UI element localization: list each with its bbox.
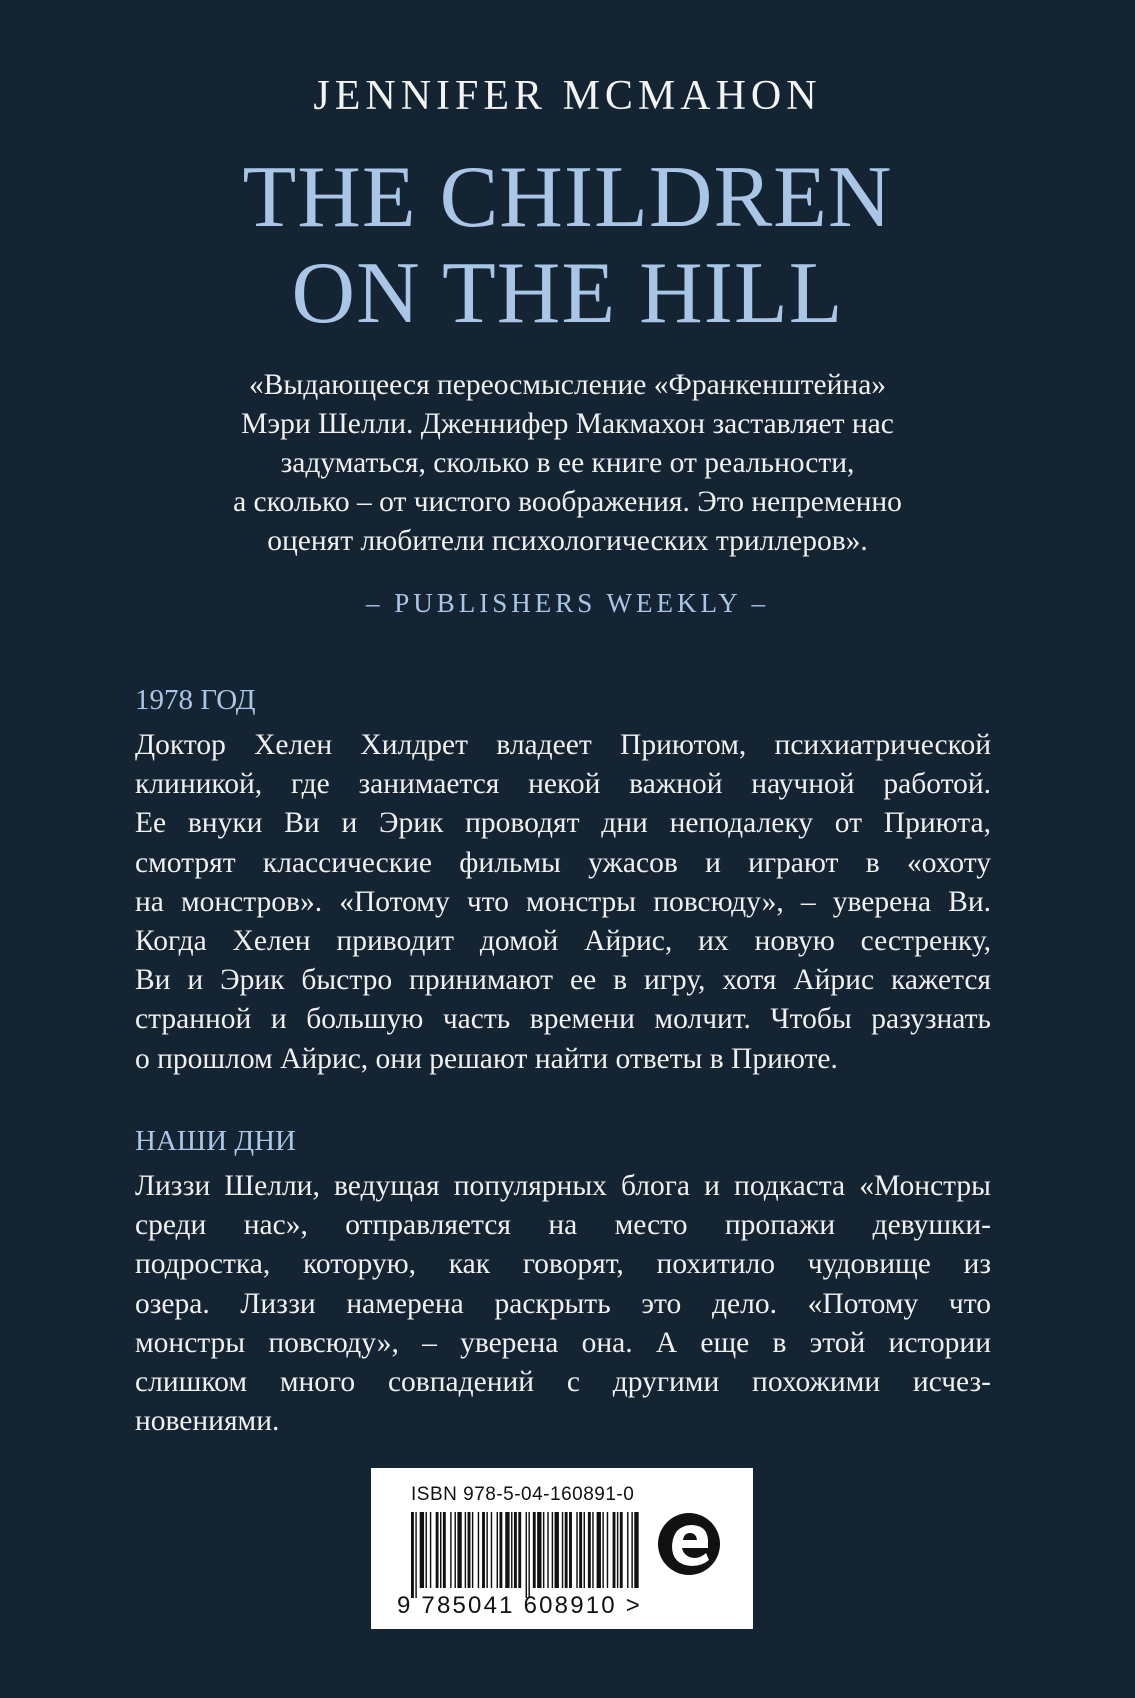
section-heading-present: НАШИ ДНИ xyxy=(135,1125,297,1157)
body-line: на монстров». «Потому что монстры повсюду», – уверена Ви. xyxy=(135,885,991,918)
body-line: Ви и Эрик быстро принимают ее в игру, хотя Айрис кажется xyxy=(135,964,991,997)
body-line: Лиззи Шелли, ведущая популярных блога и подкаста «Монстры xyxy=(135,1170,991,1202)
quote-line: Мэри Шелли. Дженнифер Макмахон заставляет нас xyxy=(241,408,894,440)
body-line: монстры повсюду», – уверена она. А еще в этой истории xyxy=(135,1326,991,1359)
section-body-1978 xyxy=(135,726,991,1079)
section-body-present xyxy=(135,1167,991,1441)
body-line: слишком много совпадений с другими похожими исчез- xyxy=(135,1366,991,1399)
body-line: Доктор Хелен Хилдрет владеет Приютом, психиатрической xyxy=(135,729,991,761)
quote-line: оценят любители психологических триллеров». xyxy=(267,525,868,557)
body-line: смотрят классические фильмы ужасов и играют в «охоту xyxy=(135,846,991,879)
eksmo-e-logo-icon xyxy=(371,1468,753,1629)
quote-line: «Выдающееся переосмысление «Франкенштейна» xyxy=(248,369,887,401)
body-line: Когда Хелен приводит домой Айрис, их новую сестренку, xyxy=(135,925,991,958)
body-line: клиникой, где занимается некой важной научной работой. xyxy=(135,768,991,801)
body-line: странной и большую часть времени молчит. Чтобы разузнать xyxy=(135,1003,991,1036)
book-title xyxy=(0,150,1135,342)
body-line: озера. Лиззи намерена раскрыть это дело. «Потому что xyxy=(135,1287,991,1320)
isbn-label: ISBN 978-5-04-160891-0 xyxy=(411,1484,635,1505)
book-title-line-2: ON THE HILL xyxy=(291,245,844,342)
section-heading-1978: 1978 ГОД xyxy=(135,684,256,716)
body-line: среди нас», отправляется на место пропажи девушки- xyxy=(135,1209,991,1242)
author-name: JENNIFER MCMAHON xyxy=(313,73,822,119)
body-line: о прошлом Айрис, они решают найти ответы в Приюте. xyxy=(135,1042,838,1075)
body-line: Ее внуки Ви и Эрик проводят дни неподалеку от Приюта, xyxy=(135,807,991,840)
review-quote xyxy=(140,366,995,561)
body-line: новениями. xyxy=(135,1405,280,1438)
body-line: подростка, которую, как говорят, похитило чудовище из xyxy=(135,1248,991,1281)
book-title-line-1: THE CHILDREN xyxy=(242,149,893,246)
quote-line: а сколько – от чистого воображения. Это непременно xyxy=(233,486,902,518)
quote-line: задуматься, сколько в ее книге от реальности, xyxy=(280,447,855,479)
barcode-digits: 9 785041 608910 > xyxy=(397,1592,642,1619)
quote-source: – PUBLISHERS WEEKLY – xyxy=(365,588,770,618)
barcode-box xyxy=(371,1468,753,1629)
